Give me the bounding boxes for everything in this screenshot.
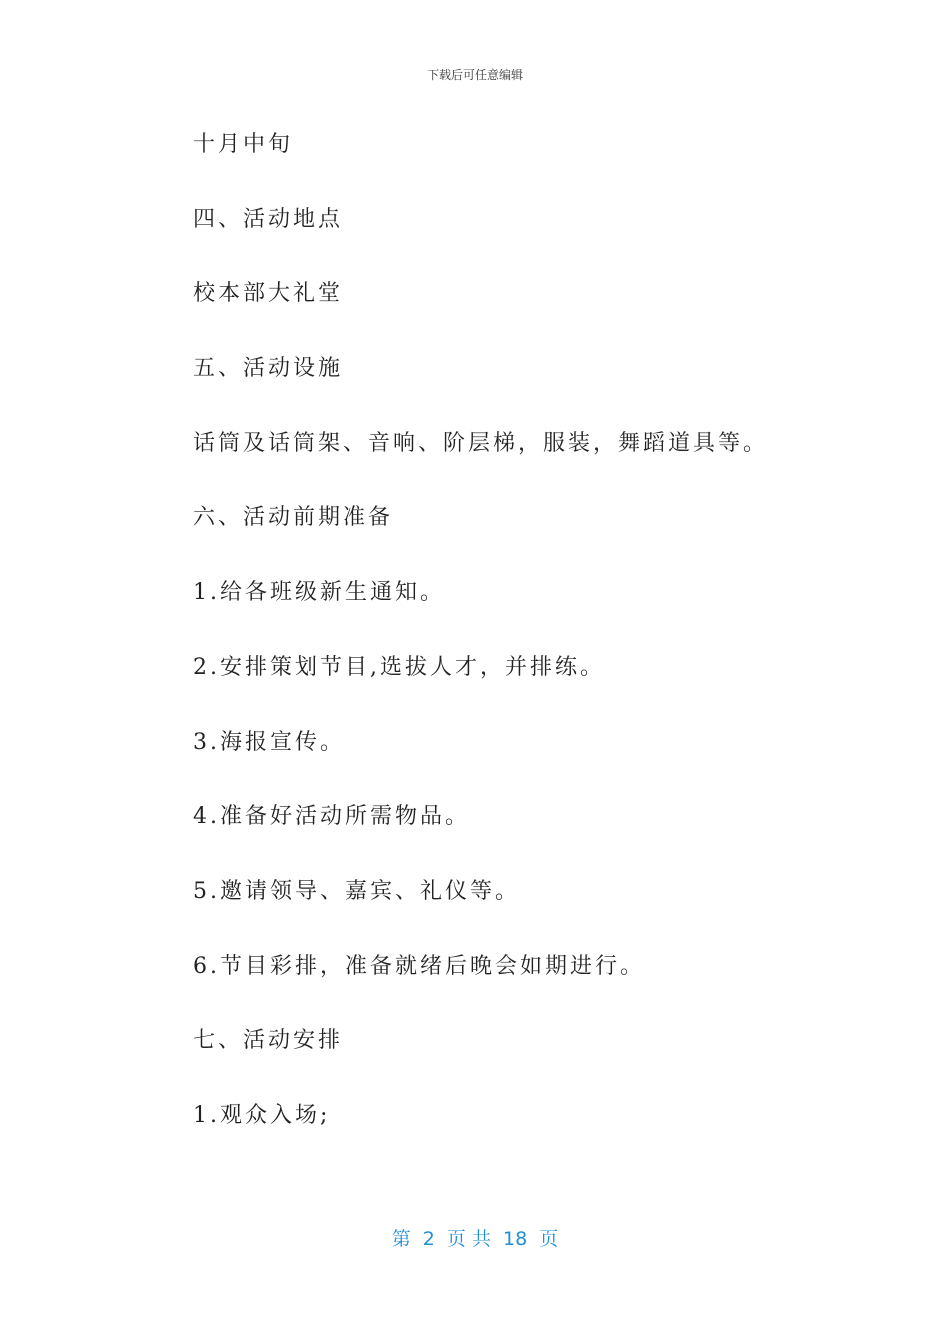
section-heading: 六、活动前期准备	[193, 505, 394, 531]
document-body	[193, 128, 813, 1174]
paragraph: 十月中旬	[193, 132, 294, 157]
page-header: 下载后可任意编辑	[426, 68, 523, 82]
section-heading: 七、活动安排	[193, 1028, 344, 1054]
section-heading: 四、活动地点	[193, 206, 344, 232]
list-item: 1.给各班级新生通知。	[193, 580, 445, 606]
list-item: 5.邀请领导、嘉宾、礼仪等。	[193, 878, 520, 904]
list-item: 1.观众入场;	[193, 1102, 331, 1128]
paragraph: 校本部大礼堂	[193, 281, 344, 307]
list-item: 2.安排策划节目,选拔人才，并排练。	[193, 654, 605, 680]
list-item: 4.准备好活动所需物品。	[193, 804, 470, 830]
section-heading: 五、活动设施	[193, 356, 344, 382]
paragraph: 话筒及话筒架、音响、阶层梯，服装，舞蹈道具等。	[193, 430, 769, 456]
page-number-footer: 第 2 页 共 18 页	[391, 1228, 559, 1250]
list-item: 3.海报宣传。	[193, 729, 345, 755]
list-item: 6.节目彩排，准备就绪后晚会如期进行。	[193, 953, 645, 979]
